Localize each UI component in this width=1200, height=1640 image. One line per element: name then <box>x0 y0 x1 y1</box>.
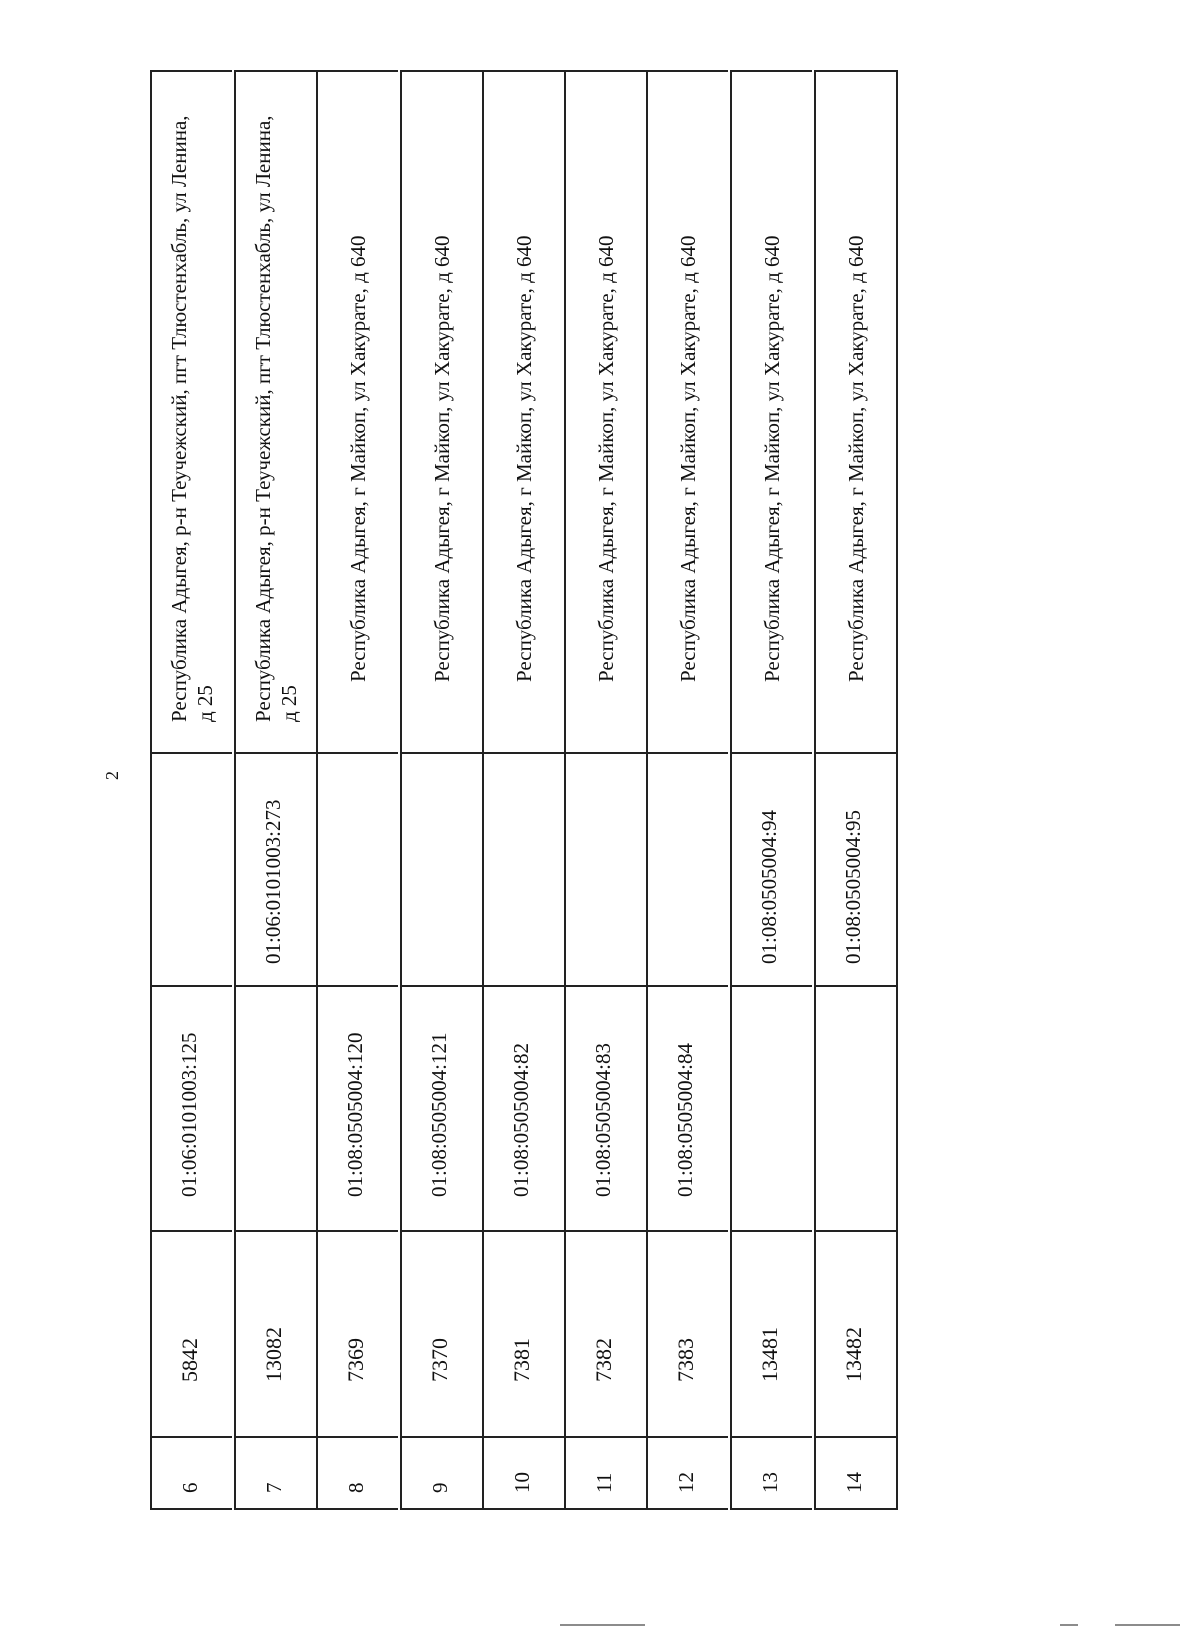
registry-code-cell <box>816 1230 896 1436</box>
registry-code-cell <box>484 1230 564 1436</box>
cadastral-number-1-cell <box>402 985 482 1230</box>
address-text: Республика Адыгея, г Майкоп, ул Хакурате, д 640 <box>512 235 536 682</box>
registry-code-cell <box>732 1230 812 1436</box>
address-cell <box>732 70 812 752</box>
address-text: Республика Адыгея, р-н Теучежский, пгт Тлюстенхабль, ул Ленина, д 25 <box>167 115 218 722</box>
address-cell <box>648 70 728 752</box>
address-cell <box>484 70 564 752</box>
row-number: 12 <box>674 1472 698 1493</box>
address-text: Республика Адыгея, г Майкоп, ул Хакурате, д 640 <box>430 235 454 682</box>
registry-code: 7382 <box>591 1338 616 1382</box>
registry-code-cell <box>402 1230 482 1436</box>
cadastral-number-2-cell <box>236 752 316 985</box>
registry-code: 7383 <box>673 1338 698 1382</box>
cadastral-number-1-cell <box>732 985 812 1230</box>
registry-code: 7381 <box>509 1338 534 1382</box>
row-number-cell <box>732 1436 812 1510</box>
cadastral-number-2: 01:08:0505004:94 <box>757 809 781 964</box>
cadastral-number-2-cell <box>648 752 728 985</box>
cadastral-number-1-cell <box>236 985 316 1230</box>
row-number: 9 <box>428 1482 452 1493</box>
address-cell <box>816 70 896 752</box>
row-number-cell <box>816 1436 896 1510</box>
scan-artifact-line <box>1115 1624 1180 1626</box>
registry-code: 13482 <box>841 1327 866 1382</box>
cadastral-number-1: 01:08:0505004:121 <box>427 1032 451 1197</box>
table-row <box>234 70 316 1510</box>
row-number-cell <box>648 1436 728 1510</box>
address-cell <box>236 70 316 752</box>
table-row <box>646 70 728 1510</box>
registry-code-cell <box>152 1230 232 1436</box>
cadastral-number-2: 01:06:0101003:273 <box>261 799 285 964</box>
row-number: 7 <box>262 1482 286 1493</box>
address-text: Республика Адыгея, г Майкоп, ул Хакурате, д 640 <box>676 235 700 682</box>
row-number: 11 <box>592 1472 616 1493</box>
table-row <box>730 70 812 1510</box>
cadastral-number-1-cell <box>318 985 398 1230</box>
row-number: 6 <box>178 1482 202 1493</box>
registry-code-cell <box>236 1230 316 1436</box>
row-number: 13 <box>758 1472 782 1493</box>
cadastral-number-2-cell <box>732 752 812 985</box>
registry-code: 7370 <box>427 1338 452 1382</box>
address-text: Республика Адыгея, г Майкоп, ул Хакурате, д 640 <box>844 235 868 682</box>
address-text: Республика Адыгея, г Майкоп, ул Хакурате, д 640 <box>346 235 370 682</box>
scan-artifact-line <box>1060 1624 1078 1626</box>
registry-code-cell <box>566 1230 646 1436</box>
cadastral-number-1: 01:08:0505004:83 <box>591 1042 615 1197</box>
registry-code-cell <box>648 1230 728 1436</box>
registry-code: 5842 <box>177 1338 202 1382</box>
cadastral-number-1-cell <box>566 985 646 1230</box>
cadastral-number-2-cell <box>402 752 482 985</box>
row-number-cell <box>566 1436 646 1510</box>
cadastral-number-2-cell <box>318 752 398 985</box>
address-text: Республика Адыгея, г Майкоп, ул Хакурате, д 640 <box>594 235 618 682</box>
row-number: 14 <box>842 1472 866 1493</box>
registry-code: 13481 <box>757 1327 782 1382</box>
cadastral-number-2-cell <box>152 752 232 985</box>
address-cell <box>318 70 398 752</box>
table-row <box>316 70 398 1510</box>
table-row <box>400 70 482 1510</box>
registry-code: 7369 <box>343 1338 368 1382</box>
row-number: 8 <box>344 1482 368 1493</box>
row-number-cell <box>236 1436 316 1510</box>
registry-code-cell <box>318 1230 398 1436</box>
table-row <box>814 70 898 1510</box>
registry-code: 13082 <box>261 1327 286 1382</box>
row-number: 10 <box>510 1472 534 1493</box>
address-cell <box>566 70 646 752</box>
address-text: Республика Адыгея, р-н Теучежский, пгт Тлюстенхабль, ул Ленина, д 25 <box>251 115 302 722</box>
page-number: 2 <box>102 771 122 780</box>
row-number-cell <box>152 1436 232 1510</box>
cadastral-number-2-cell <box>484 752 564 985</box>
cadastral-number-1-cell <box>152 985 232 1230</box>
cadastral-number-1-cell <box>816 985 896 1230</box>
cadastral-number-2-cell <box>816 752 896 985</box>
cadastral-number-1: 01:08:0505004:84 <box>673 1042 697 1197</box>
cadastral-number-1: 01:06:0101003:125 <box>177 1032 201 1197</box>
row-number-cell <box>318 1436 398 1510</box>
table-row <box>482 70 564 1510</box>
address-cell <box>152 70 232 752</box>
scan-artifact-line <box>560 1624 645 1626</box>
table-row <box>564 70 646 1510</box>
cadastral-number-1: 01:08:0505004:82 <box>509 1042 533 1197</box>
cadastral-number-1: 01:08:0505004:120 <box>343 1032 367 1197</box>
cadastral-number-2: 01:08:0505004:95 <box>841 809 865 964</box>
cadastral-number-1-cell <box>484 985 564 1230</box>
row-number-cell <box>484 1436 564 1510</box>
address-cell <box>402 70 482 752</box>
row-number-cell <box>402 1436 482 1510</box>
table-row <box>150 70 232 1510</box>
data-table <box>150 70 920 1510</box>
cadastral-number-1-cell <box>648 985 728 1230</box>
address-text: Республика Адыгея, г Майкоп, ул Хакурате, д 640 <box>760 235 784 682</box>
cadastral-number-2-cell <box>566 752 646 985</box>
